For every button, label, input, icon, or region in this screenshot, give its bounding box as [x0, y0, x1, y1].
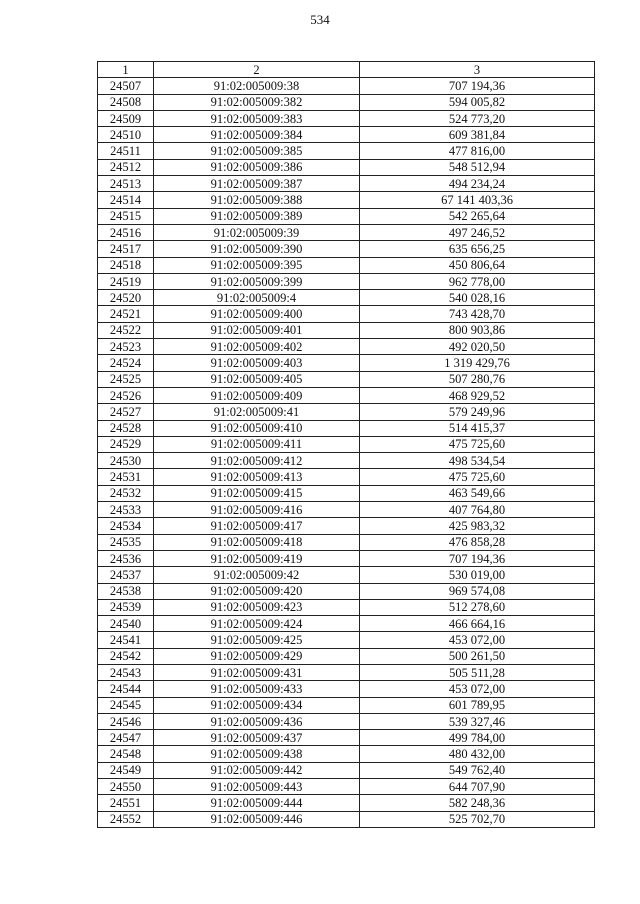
row-number-cell: 24536: [98, 550, 154, 566]
cadastral-number-cell: 91:02:005009:390: [154, 241, 360, 257]
table-row: [98, 713, 595, 729]
row-number-cell: 24539: [98, 599, 154, 615]
row-number-cell: 24512: [98, 159, 154, 175]
value-cell: 494 234,24: [360, 176, 595, 192]
value-cell: 530 019,00: [360, 567, 595, 583]
page-number: 534: [310, 12, 330, 27]
value-cell: 407 764,80: [360, 502, 595, 518]
value-cell: 743 428,70: [360, 306, 595, 322]
cadastral-number-cell: 91:02:005009:399: [154, 273, 360, 289]
value-cell: 498 534,54: [360, 453, 595, 469]
value-cell: 549 762,40: [360, 762, 595, 778]
cadastral-number-cell: 91:02:005009:401: [154, 322, 360, 338]
cadastral-number-cell: 91:02:005009:383: [154, 110, 360, 126]
row-number-cell: 24516: [98, 224, 154, 240]
cadastral-number-cell: 91:02:005009:425: [154, 632, 360, 648]
cadastral-number-cell: 91:02:005009:41: [154, 404, 360, 420]
value-cell: 539 327,46: [360, 713, 595, 729]
value-cell: 644 707,90: [360, 779, 595, 795]
row-number-cell: 24545: [98, 697, 154, 713]
table-row: [98, 436, 595, 452]
row-number-cell: 24522: [98, 322, 154, 338]
cadastral-number-cell: 91:02:005009:423: [154, 599, 360, 615]
cadastral-number-cell: 91:02:005009:395: [154, 257, 360, 273]
value-cell: 453 072,00: [360, 681, 595, 697]
cadastral-number-cell: 91:02:005009:38: [154, 78, 360, 94]
cadastral-number-cell: 91:02:005009:389: [154, 208, 360, 224]
cadastral-number-cell: 91:02:005009:39: [154, 224, 360, 240]
table-row: [98, 681, 595, 697]
value-cell: 540 028,16: [360, 290, 595, 306]
row-number-cell: 24524: [98, 355, 154, 371]
value-cell: 492 020,50: [360, 339, 595, 355]
table-row: [98, 290, 595, 306]
value-cell: 476 858,28: [360, 534, 595, 550]
row-number-cell: 24537: [98, 567, 154, 583]
row-number-cell: 24532: [98, 485, 154, 501]
value-cell: 594 005,82: [360, 94, 595, 110]
cadastral-number-cell: 91:02:005009:418: [154, 534, 360, 550]
table-row: [98, 485, 595, 501]
row-number-cell: 24549: [98, 762, 154, 778]
table-row: [98, 192, 595, 208]
row-number-cell: 24530: [98, 453, 154, 469]
column-header-2: 2: [154, 62, 360, 78]
table-row: [98, 404, 595, 420]
cadastral-number-cell: 91:02:005009:442: [154, 762, 360, 778]
row-number-cell: 24510: [98, 127, 154, 143]
row-number-cell: 24514: [98, 192, 154, 208]
cadastral-number-cell: 91:02:005009:384: [154, 127, 360, 143]
row-number-cell: 24520: [98, 290, 154, 306]
value-cell: 67 141 403,36: [360, 192, 595, 208]
row-number-cell: 24551: [98, 795, 154, 811]
cadastral-number-cell: 91:02:005009:411: [154, 436, 360, 452]
value-cell: 601 789,95: [360, 697, 595, 713]
table-row: [98, 534, 595, 550]
value-cell: 453 072,00: [360, 632, 595, 648]
cadastral-number-cell: 91:02:005009:417: [154, 518, 360, 534]
table-row: [98, 143, 595, 159]
value-cell: 463 549,66: [360, 485, 595, 501]
value-cell: 480 432,00: [360, 746, 595, 762]
column-header-1: 1: [98, 62, 154, 78]
row-number-cell: 24540: [98, 616, 154, 632]
header-row: [98, 62, 595, 78]
row-number-cell: 24546: [98, 713, 154, 729]
row-number-cell: 24542: [98, 648, 154, 664]
table-row: [98, 779, 595, 795]
cadastral-number-cell: 91:02:005009:405: [154, 371, 360, 387]
cadastral-number-cell: 91:02:005009:420: [154, 583, 360, 599]
value-cell: 582 248,36: [360, 795, 595, 811]
value-cell: 548 512,94: [360, 159, 595, 175]
row-number-cell: 24529: [98, 436, 154, 452]
table-row: [98, 208, 595, 224]
row-number-cell: 24534: [98, 518, 154, 534]
cadastral-number-cell: 91:02:005009:444: [154, 795, 360, 811]
table-row: [98, 599, 595, 615]
table-header: [98, 62, 595, 78]
value-cell: 1 319 429,76: [360, 355, 595, 371]
table-body: [98, 78, 595, 828]
value-cell: 425 983,32: [360, 518, 595, 534]
row-number-cell: 24519: [98, 273, 154, 289]
row-number-cell: 24528: [98, 420, 154, 436]
row-number-cell: 24541: [98, 632, 154, 648]
row-number-cell: 24538: [98, 583, 154, 599]
table-row: [98, 78, 595, 94]
cadastral-number-cell: 91:02:005009:446: [154, 811, 360, 827]
table-row: [98, 224, 595, 240]
table-row: [98, 567, 595, 583]
table-row: [98, 632, 595, 648]
table-row: [98, 795, 595, 811]
cadastral-number-cell: 91:02:005009:429: [154, 648, 360, 664]
table-row: [98, 616, 595, 632]
column-header-3: 3: [360, 62, 595, 78]
row-number-cell: 24526: [98, 387, 154, 403]
row-number-cell: 24517: [98, 241, 154, 257]
row-number-cell: 24543: [98, 664, 154, 680]
row-number-cell: 24518: [98, 257, 154, 273]
row-number-cell: 24550: [98, 779, 154, 795]
table-row: [98, 176, 595, 192]
table-row: [98, 469, 595, 485]
table-row: [98, 339, 595, 355]
cadastral-number-cell: 91:02:005009:437: [154, 730, 360, 746]
value-cell: 466 664,16: [360, 616, 595, 632]
cadastral-number-cell: 91:02:005009:385: [154, 143, 360, 159]
value-cell: 450 806,64: [360, 257, 595, 273]
table-row: [98, 159, 595, 175]
table-row: [98, 762, 595, 778]
row-number-cell: 24544: [98, 681, 154, 697]
row-number-cell: 24525: [98, 371, 154, 387]
row-number-cell: 24521: [98, 306, 154, 322]
value-cell: 609 381,84: [360, 127, 595, 143]
row-number-cell: 24552: [98, 811, 154, 827]
table-row: [98, 697, 595, 713]
value-cell: 707 194,36: [360, 550, 595, 566]
cadastral-number-cell: 91:02:005009:413: [154, 469, 360, 485]
row-number-cell: 24535: [98, 534, 154, 550]
table-row: [98, 550, 595, 566]
cadastral-number-cell: 91:02:005009:431: [154, 664, 360, 680]
row-number-cell: 24508: [98, 94, 154, 110]
value-cell: 800 903,86: [360, 322, 595, 338]
cadastral-number-cell: 91:02:005009:443: [154, 779, 360, 795]
row-number-cell: 24547: [98, 730, 154, 746]
row-number-cell: 24523: [98, 339, 154, 355]
value-cell: 635 656,25: [360, 241, 595, 257]
cadastral-number-cell: 91:02:005009:403: [154, 355, 360, 371]
table-row: [98, 371, 595, 387]
cadastral-number-cell: 91:02:005009:409: [154, 387, 360, 403]
table-row: [98, 746, 595, 762]
table-row: [98, 811, 595, 827]
value-cell: 500 261,50: [360, 648, 595, 664]
table-row: [98, 306, 595, 322]
table-row: [98, 127, 595, 143]
cadastral-number-cell: 91:02:005009:388: [154, 192, 360, 208]
value-cell: 475 725,60: [360, 436, 595, 452]
cadastral-number-cell: 91:02:005009:4: [154, 290, 360, 306]
table-row: [98, 355, 595, 371]
value-cell: 579 249,96: [360, 404, 595, 420]
table-row: [98, 110, 595, 126]
cadastral-number-cell: 91:02:005009:410: [154, 420, 360, 436]
cadastral-number-cell: 91:02:005009:438: [154, 746, 360, 762]
cadastral-number-cell: 91:02:005009:415: [154, 485, 360, 501]
value-cell: 524 773,20: [360, 110, 595, 126]
table-row: [98, 420, 595, 436]
row-number-cell: 24513: [98, 176, 154, 192]
cadastral-number-cell: 91:02:005009:412: [154, 453, 360, 469]
value-cell: 707 194,36: [360, 78, 595, 94]
row-number-cell: 24515: [98, 208, 154, 224]
cadastral-number-cell: 91:02:005009:419: [154, 550, 360, 566]
cadastral-number-cell: 91:02:005009:382: [154, 94, 360, 110]
cadastral-number-cell: 91:02:005009:42: [154, 567, 360, 583]
cadastral-number-cell: 91:02:005009:434: [154, 697, 360, 713]
table-row: [98, 241, 595, 257]
row-number-cell: 24527: [98, 404, 154, 420]
cadastral-number-cell: 91:02:005009:402: [154, 339, 360, 355]
cadastral-number-cell: 91:02:005009:387: [154, 176, 360, 192]
table-row: [98, 648, 595, 664]
value-cell: 468 929,52: [360, 387, 595, 403]
value-cell: 969 574,08: [360, 583, 595, 599]
value-cell: 497 246,52: [360, 224, 595, 240]
cadastral-number-cell: 91:02:005009:424: [154, 616, 360, 632]
cadastral-number-cell: 91:02:005009:400: [154, 306, 360, 322]
row-number-cell: 24533: [98, 502, 154, 518]
table-row: [98, 257, 595, 273]
cadastral-number-cell: 91:02:005009:416: [154, 502, 360, 518]
row-number-cell: 24507: [98, 78, 154, 94]
value-cell: 507 280,76: [360, 371, 595, 387]
value-cell: 475 725,60: [360, 469, 595, 485]
value-cell: 514 415,37: [360, 420, 595, 436]
row-number-cell: 24548: [98, 746, 154, 762]
table-row: [98, 502, 595, 518]
table-row: [98, 518, 595, 534]
table-row: [98, 730, 595, 746]
registry-table: [97, 61, 595, 828]
table-row: [98, 273, 595, 289]
table-row: [98, 453, 595, 469]
row-number-cell: 24509: [98, 110, 154, 126]
value-cell: 499 784,00: [360, 730, 595, 746]
table-row: [98, 387, 595, 403]
value-cell: 477 816,00: [360, 143, 595, 159]
table-row: [98, 583, 595, 599]
table-row: [98, 94, 595, 110]
value-cell: 525 702,70: [360, 811, 595, 827]
value-cell: 542 265,64: [360, 208, 595, 224]
value-cell: 505 511,28: [360, 664, 595, 680]
table-row: [98, 664, 595, 680]
row-number-cell: 24531: [98, 469, 154, 485]
cadastral-number-cell: 91:02:005009:436: [154, 713, 360, 729]
value-cell: 512 278,60: [360, 599, 595, 615]
value-cell: 962 778,00: [360, 273, 595, 289]
cadastral-number-cell: 91:02:005009:433: [154, 681, 360, 697]
cadastral-number-cell: 91:02:005009:386: [154, 159, 360, 175]
row-number-cell: 24511: [98, 143, 154, 159]
table-row: [98, 322, 595, 338]
